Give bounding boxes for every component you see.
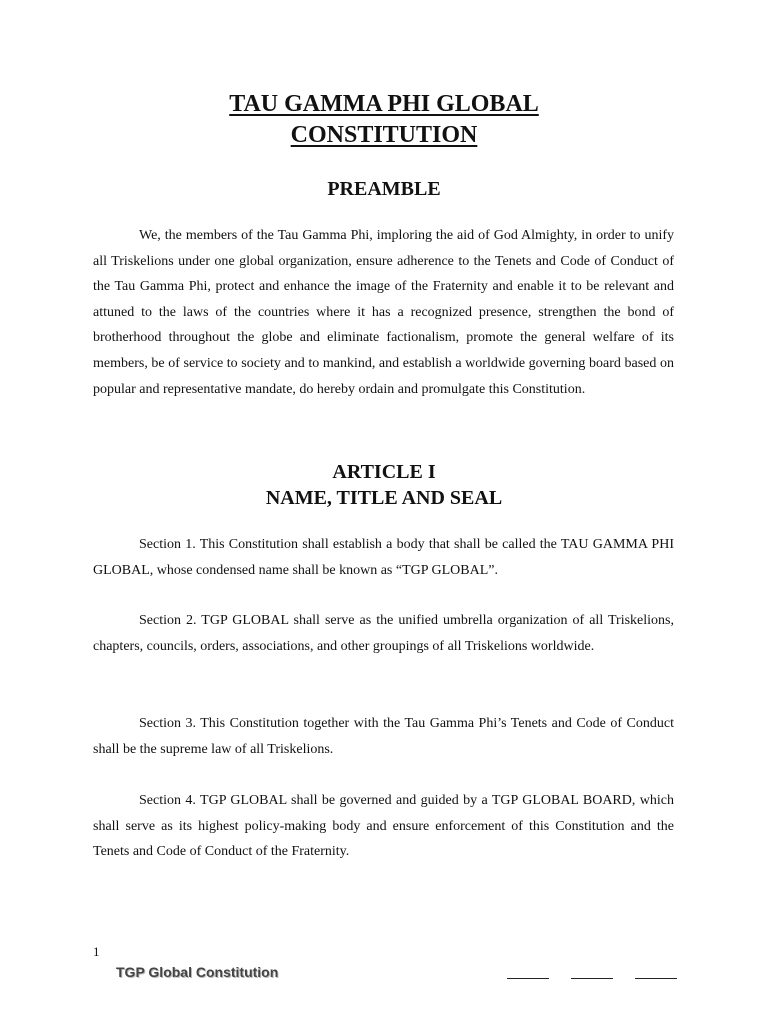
preamble-paragraph: We, the members of the Tau Gamma Phi, imploring the aid of God Almighty, in order to unify all Triskelions under one global organization, ensure adherence to the Tenets and Code of Conduct of the Tau Gamma Phi, protect and enhance the image of the Fraternity and enable it to be relevant and attuned to the laws of the countries where it has a recognized presence, strengthen the bond of brotherhood throughout the globe and eliminate factionalism, promote the general welfare of its members, be of service to society and to mankind, and establish a worldwide governing board based on popular and representative mandate, do hereby ordain and promulgate this Constitution. (93, 228, 674, 397)
signature-line-1 (507, 978, 549, 979)
page-number: 1 (93, 944, 100, 959)
document-title-line-2: CONSTITUTION (290, 122, 478, 148)
signature-line-3 (635, 978, 677, 979)
article-subheading: NAME, TITLE AND SEAL (265, 487, 503, 509)
section-2-paragraph: Section 2. TGP GLOBAL shall serve as the unified umbrella organization of all Triskelions, chapters, councils, orders, associations, and other groupings of all Triskelions worldwide. (93, 613, 674, 654)
signature-line-2 (571, 978, 613, 979)
section-3-paragraph: Section 3. This Constitution together with the Tau Gamma Phi’s Tenets and Code of Conduct shall be the supreme law of all Triskelions. (93, 716, 674, 757)
section-4-paragraph: Section 4. TGP GLOBAL shall be governed and guided by a TGP GLOBAL BOARD, which shall serve as its highest policy-making body and ensure enforcement of this Constitution and the Tenets and Code of Conduct of the Fraternity. (93, 793, 674, 860)
footer-title: TGP Global Constitution (116, 964, 279, 980)
preamble-heading: PREAMBLE (327, 178, 441, 200)
article-heading: ARTICLE I (332, 461, 436, 483)
section-1-paragraph: Section 1. This Constitution shall establish a body that shall be called the TAU GAMMA PHI GLOBAL, whose condensed name shall be known as “TGP GLOBAL”. (93, 537, 674, 578)
document-title-line-1: TAU GAMMA PHI GLOBAL (229, 91, 539, 117)
